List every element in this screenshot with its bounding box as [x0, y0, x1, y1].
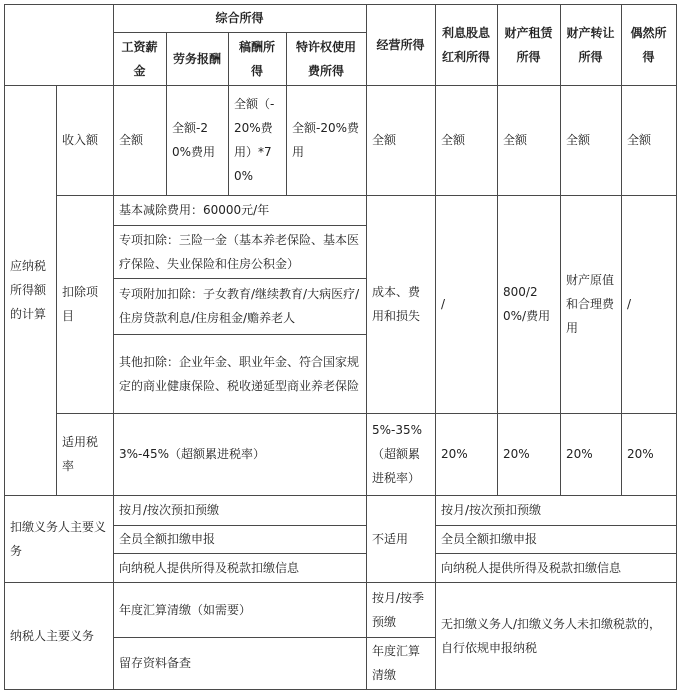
rate-label: 适用税率: [62, 435, 99, 473]
rate-business: 5%-35%（超额累进税率）: [372, 423, 423, 485]
withholder-left-2: 全员全额扣缴申报: [119, 532, 216, 546]
income-business: 全额: [372, 133, 397, 147]
header-labor: 劳务报酬: [172, 51, 221, 66]
section3-title: 纳税人主要义务: [10, 628, 95, 643]
header-business: 经营所得: [376, 37, 425, 52]
deduction-lease: 800/20%/费用: [503, 285, 551, 323]
rate-incidental: 20%: [627, 447, 654, 461]
income-label: 收入额: [62, 133, 99, 147]
header-interest: 利息股息红利所得: [441, 25, 490, 64]
deduction-incidental: /: [627, 297, 632, 311]
deduction-item-other: 其他扣除：企业年金、职业年金、符合国家规定的商业健康保险、税收递延型商业养老保险: [119, 354, 360, 393]
taxpayer-left-2: 留存资料备查: [119, 656, 192, 670]
income-royalty: 全额-20%费用: [292, 121, 360, 159]
section1-title: 应纳税所得额的计算: [10, 259, 47, 321]
header-wage: 工资薪金: [121, 39, 158, 78]
rate-transfer: 20%: [566, 447, 593, 461]
income-labor: 全额-20%费用: [172, 121, 216, 159]
deduction-transfer: 财产原值和合理费用: [566, 273, 615, 335]
income-interest: 全额: [441, 133, 466, 147]
taxpayer-left-1: 年度汇算清缴（如需要）: [119, 602, 252, 617]
deduction-business: 成本、费用和损失: [372, 285, 421, 323]
income-author: 全额（-20%费用）*70%: [234, 97, 275, 183]
header-transfer: 财产转让所得: [566, 25, 615, 64]
income-incidental: 全额: [627, 133, 652, 147]
taxpayer-business-1: 按月/按季预缴: [372, 590, 425, 629]
deduction-interest: /: [441, 297, 446, 311]
income-lease: 全额: [503, 133, 528, 147]
header-author: 稿酬所得: [238, 39, 275, 78]
rate-comprehensive: 3%-45%（超额累进税率）: [119, 447, 266, 461]
withholder-business: 不适用: [372, 531, 409, 546]
deduction-item-basic: 基本减除费用：60000元/年: [119, 203, 270, 217]
taxpayer-right: 无扣缴义务人/扣缴义务人未扣缴税款的，自行依规申报纳税: [441, 616, 662, 655]
deduction-label: 扣除项目: [62, 285, 99, 323]
withholder-right-1: 按月/按次预扣预缴: [441, 503, 542, 517]
header-lease: 财产租赁所得: [504, 25, 553, 64]
section2-title: 扣缴义务人主要义务: [10, 519, 107, 558]
header-incidental: 偶然所得: [630, 25, 667, 64]
withholder-left-3: 向纳税人提供所得及税款扣缴信息: [119, 560, 300, 575]
header-comprehensive: 综合所得: [215, 11, 264, 25]
rate-interest: 20%: [441, 447, 468, 461]
withholder-right-3: 向纳税人提供所得及税款扣缴信息: [441, 560, 622, 575]
deduction-item-special: 专项扣除：三险一金（基本养老保险、基本医疗保险、失业保险和住房公积金）: [119, 232, 360, 271]
withholder-left-1: 按月/按次预扣预缴: [119, 503, 220, 517]
income-transfer: 全额: [566, 133, 591, 147]
rate-lease: 20%: [503, 447, 530, 461]
deduction-item-additional: 专项附加扣除：子女教育/继续教育/大病医疗/住房贷款利息/住房租金/赡养老人: [119, 287, 360, 325]
income-wage: 全额: [119, 133, 144, 147]
header-royalty: 特许权使用费所得: [295, 39, 356, 78]
taxpayer-business-2: 年度汇算清缴: [372, 644, 421, 682]
withholder-right-2: 全员全额扣缴申报: [441, 532, 538, 546]
